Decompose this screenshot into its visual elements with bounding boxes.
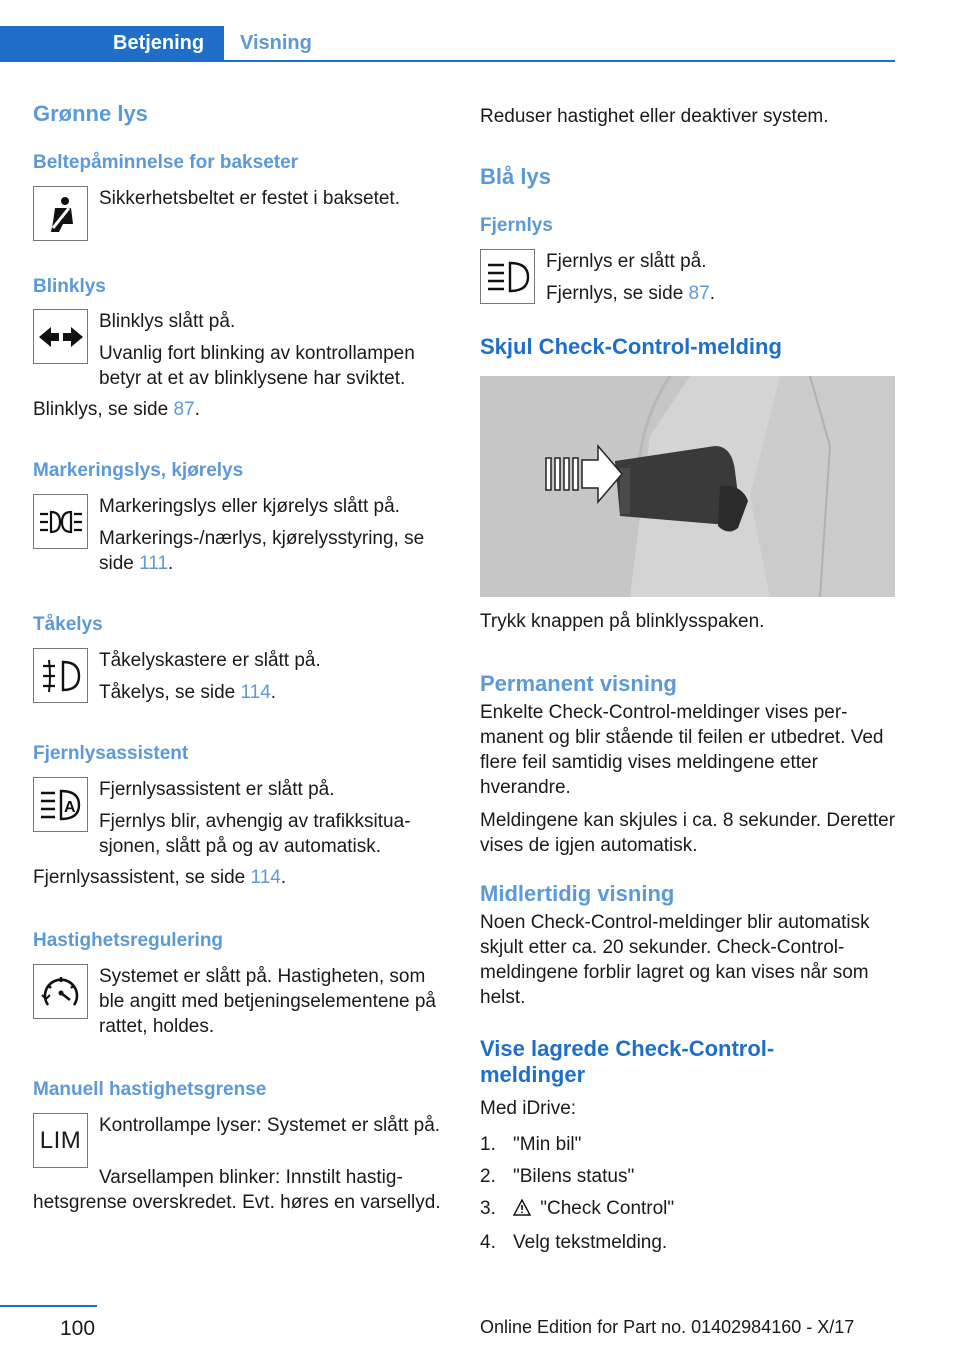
high-beam-assistant-entry (33, 777, 445, 859)
parking-lights-page-link[interactable]: 111 (139, 553, 169, 574)
heading-high-beam-assistant: Fjernlysassistent (33, 743, 189, 764)
footer-rule (0, 1305, 97, 1307)
turn-signal-text-1: Blinklys slått på. (99, 311, 236, 332)
step-number: 1. (480, 1134, 496, 1155)
svg-text:A: A (63, 798, 76, 816)
step-number: 2. (480, 1166, 496, 1187)
fog-lights-text-1: Tåkelyskastere er slått på. (99, 650, 321, 671)
step-text: "Check Control" (535, 1198, 675, 1219)
turn-signal-reference (33, 397, 445, 422)
list-item (480, 1196, 898, 1223)
heading-show-stored-messages: Vise lagrede Check-Control-meldinger (480, 1036, 775, 1087)
high-beam-assistant-text-1: Fjernlysassistent er slått på. (99, 779, 335, 800)
high-beam-assistant-text-2: Fjernlys blir, avhengig av trafikksituasjonen, slått på og av automatisk. (99, 811, 411, 857)
fog-light-icon (33, 648, 88, 703)
turn-signal-entry (33, 309, 445, 391)
tab-betjening[interactable]: Betjening (0, 26, 224, 62)
turn-signal-reference-text: Blinklys, se side (33, 399, 174, 420)
turn-signal-text-2: Uvanlig fort blinking av kontrollampen betyr at et av blinklysene har sviktet. (99, 343, 415, 389)
heading-green-lights: Grønne lys (33, 101, 148, 126)
step-text: "Bilens status" (513, 1166, 635, 1187)
heading-fog-lights: Tåkelys (33, 614, 103, 635)
heading-parking-lights: Markeringslys, kjørelys (33, 460, 244, 481)
list-item (480, 1230, 898, 1255)
fog-lights-page-link[interactable]: 114 (240, 682, 271, 703)
step-number: 4. (480, 1232, 496, 1253)
high-beam-assistant-icon (33, 777, 88, 832)
permanent-display-text-1: Enkelte Check-Control-meldinger vises permanent og blir stående til feilen er utbedret. Ved flere feil samtidig vises meldingene etter hverandre. (480, 702, 884, 798)
high-beam-assistant-reference-text: Fjernlysassistent, se side (33, 867, 251, 888)
heading-blue-lights: Blå lys (480, 164, 551, 189)
fog-lights-reference-end: . (270, 682, 277, 703)
lim-icon-label: LIM (39, 1126, 82, 1154)
high-beam-reference-end: . (709, 283, 715, 304)
step-number: 3. (480, 1198, 496, 1219)
turn-signal-arrows-icon (33, 309, 88, 364)
step-text: "Min bil" (513, 1134, 582, 1155)
cruise-control-speedometer-icon (33, 964, 88, 1019)
parking-lights-reference-text: Markerings-/nærlys, kjørelysstyring, se side (99, 528, 425, 574)
high-beam-reference-text: Fjernlys, se side (546, 283, 689, 304)
edition-footer: Online Edition for Part no. 01402984160 - X/17 (480, 1317, 855, 1337)
fog-lights-text-2 (99, 680, 445, 705)
list-item (480, 1164, 898, 1189)
heading-permanent-display: Permanent visning (480, 671, 677, 696)
heading-temporary-display: Midlertidig visning (480, 881, 675, 906)
high-beam-text-1: Fjernlys er slått på. (546, 251, 707, 272)
temporary-display-text: Noen Check-Control-meldinger blir automatisk skjult etter ca. 20 sekunder. Check-Control-meldingene forblir lagret og kan vises når som helst. (480, 912, 870, 1008)
idrive-intro: Med iDrive: (480, 1098, 577, 1119)
high-beam-assistant-reference-end: . (280, 867, 287, 888)
photo-caption: Trykk knappen på blinklysspaken. (480, 611, 765, 632)
cruise-control-text: Systemet er slått på. Hastigheten, som ble angitt med betjeningselementene på rattet, holdes. (99, 966, 436, 1037)
parking-lights-entry (33, 494, 445, 576)
high-beam-text-2 (546, 281, 898, 306)
tab-visning[interactable]: Visning (240, 32, 312, 54)
high-beam-icon (480, 249, 535, 304)
manual-speed-limiter-text-1: Kontrollampe lyser: Systemet er slått på. (99, 1115, 441, 1136)
heading-belt-reminder: Beltepåminnelse for bakseter (33, 152, 299, 173)
header-tab-bar (0, 26, 895, 62)
reduce-speed-text: Reduser hastighet eller deaktiver system. (480, 106, 829, 127)
parking-lights-text-1: Markeringslys eller kjørelys slått på. (99, 496, 400, 517)
turn-signal-page-link[interactable]: 87 (173, 399, 195, 420)
heading-cruise-control: Hastighetsregulering (33, 930, 224, 951)
manual-speed-limiter-text-2: Varsellampen blinker: Innstilt hastighetsgrense overskredet. Evt. høres en varsellyd. (33, 1167, 441, 1213)
turn-signal-reference-end: . (194, 399, 200, 420)
fog-lights-entry (33, 648, 445, 705)
belt-reminder-text: Sikkerhetsbeltet er festet i baksetet. (99, 188, 400, 209)
heading-turn-signal: Blinklys (33, 276, 106, 297)
high-beam-page-link[interactable]: 87 (688, 283, 710, 304)
right-column (480, 100, 898, 1262)
parking-lights-text-2 (99, 526, 445, 576)
page-number: 100 (60, 1317, 96, 1340)
high-beam-assistant-reference (33, 865, 445, 890)
belt-reminder-entry (33, 186, 445, 242)
heading-high-beam: Fjernlys (480, 215, 553, 236)
fog-lights-reference-text: Tåkelys, se side (99, 682, 241, 703)
step-text: Velg tekstmelding. (513, 1232, 668, 1253)
left-column (33, 100, 445, 1215)
manual-speed-limiter-entry (33, 1113, 445, 1169)
heading-hide-check-control: Skjul Check-Control-melding (480, 334, 782, 359)
high-beam-assistant-page-link[interactable]: 114 (250, 867, 281, 888)
cruise-control-entry (33, 964, 445, 1039)
warning-triangle-icon (513, 1198, 535, 1223)
permanent-display-text-2: Meldingene kan skjules i ca. 8 sekunder. Deretter vises de igjen automatisk. (480, 810, 896, 856)
high-beam-entry (480, 249, 898, 306)
parking-light-icon (33, 494, 88, 549)
lim-icon (33, 1113, 88, 1168)
turn-signal-lever-photo (480, 376, 895, 597)
list-item (480, 1132, 898, 1157)
parking-lights-reference-end: . (168, 553, 174, 574)
heading-manual-speed-limiter: Manuell hastighetsgrense (33, 1079, 267, 1100)
seatbelt-icon (33, 186, 88, 241)
idrive-steps-list (480, 1132, 898, 1255)
